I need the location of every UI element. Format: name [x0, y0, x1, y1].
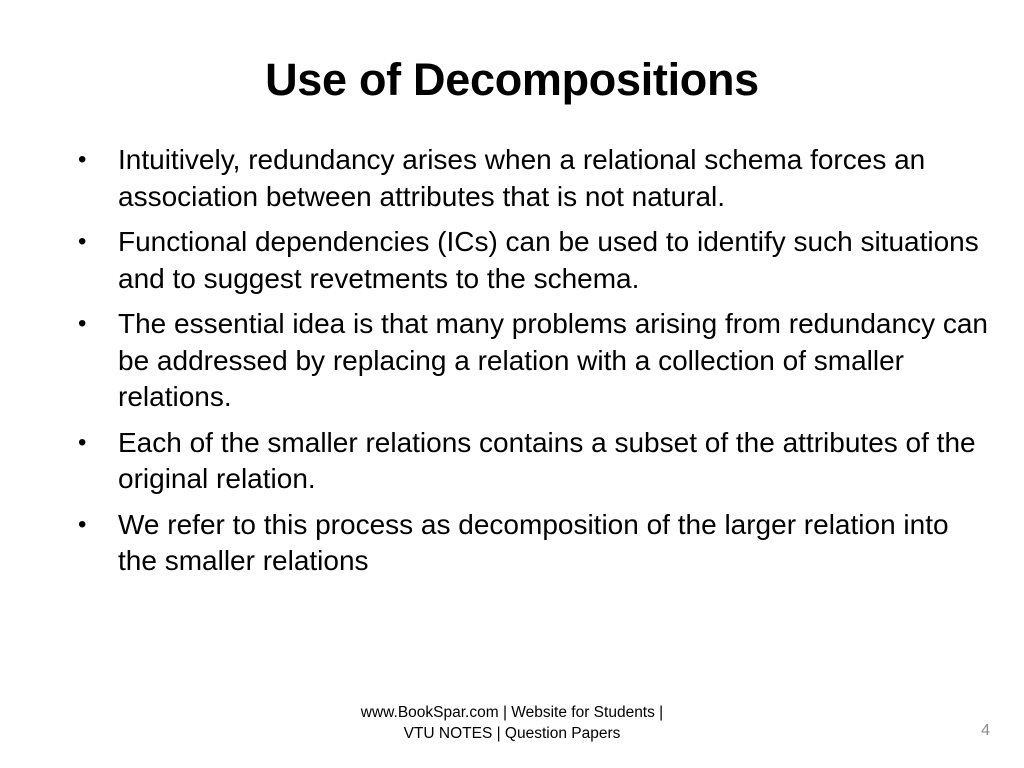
slide-title: Use of Decompositions	[265, 54, 759, 105]
bullet-text: Intuitively, redundancy arises when a relational schema forces an association between attributes that is not natural.	[118, 144, 926, 212]
bullet-text: We refer to this process as decomposition of the larger relation into the smaller relations	[118, 508, 949, 576]
bullet-text: Each of the smaller relations contains a subset of the attributes of the original relation.	[118, 426, 976, 494]
bullet-text: Functional dependencies (ICs) can be used to identify such situations and to suggest revetments to the schema.	[118, 226, 979, 294]
bullet-item	[78, 142, 988, 215]
bullet-icon: •	[78, 228, 87, 255]
bullet-icon: •	[78, 146, 87, 173]
page-number: 4	[981, 722, 990, 739]
bullet-list	[78, 142, 988, 589]
bullet-icon: •	[78, 428, 87, 456]
bullet-text: The essential idea is that many problems arising from redundancy can be addressed by replacing a relation with a collection of smaller relations.	[118, 308, 988, 412]
bullet-icon: •	[78, 510, 87, 538]
footer-text: www.BookSpar.com | Website for Students | VTU NOTES | Question Papers	[360, 704, 664, 742]
bullet-item	[78, 507, 988, 580]
bullet-item	[78, 224, 988, 297]
bullet-icon: •	[78, 310, 87, 337]
bullet-item	[78, 425, 988, 498]
bullet-item	[78, 306, 988, 416]
